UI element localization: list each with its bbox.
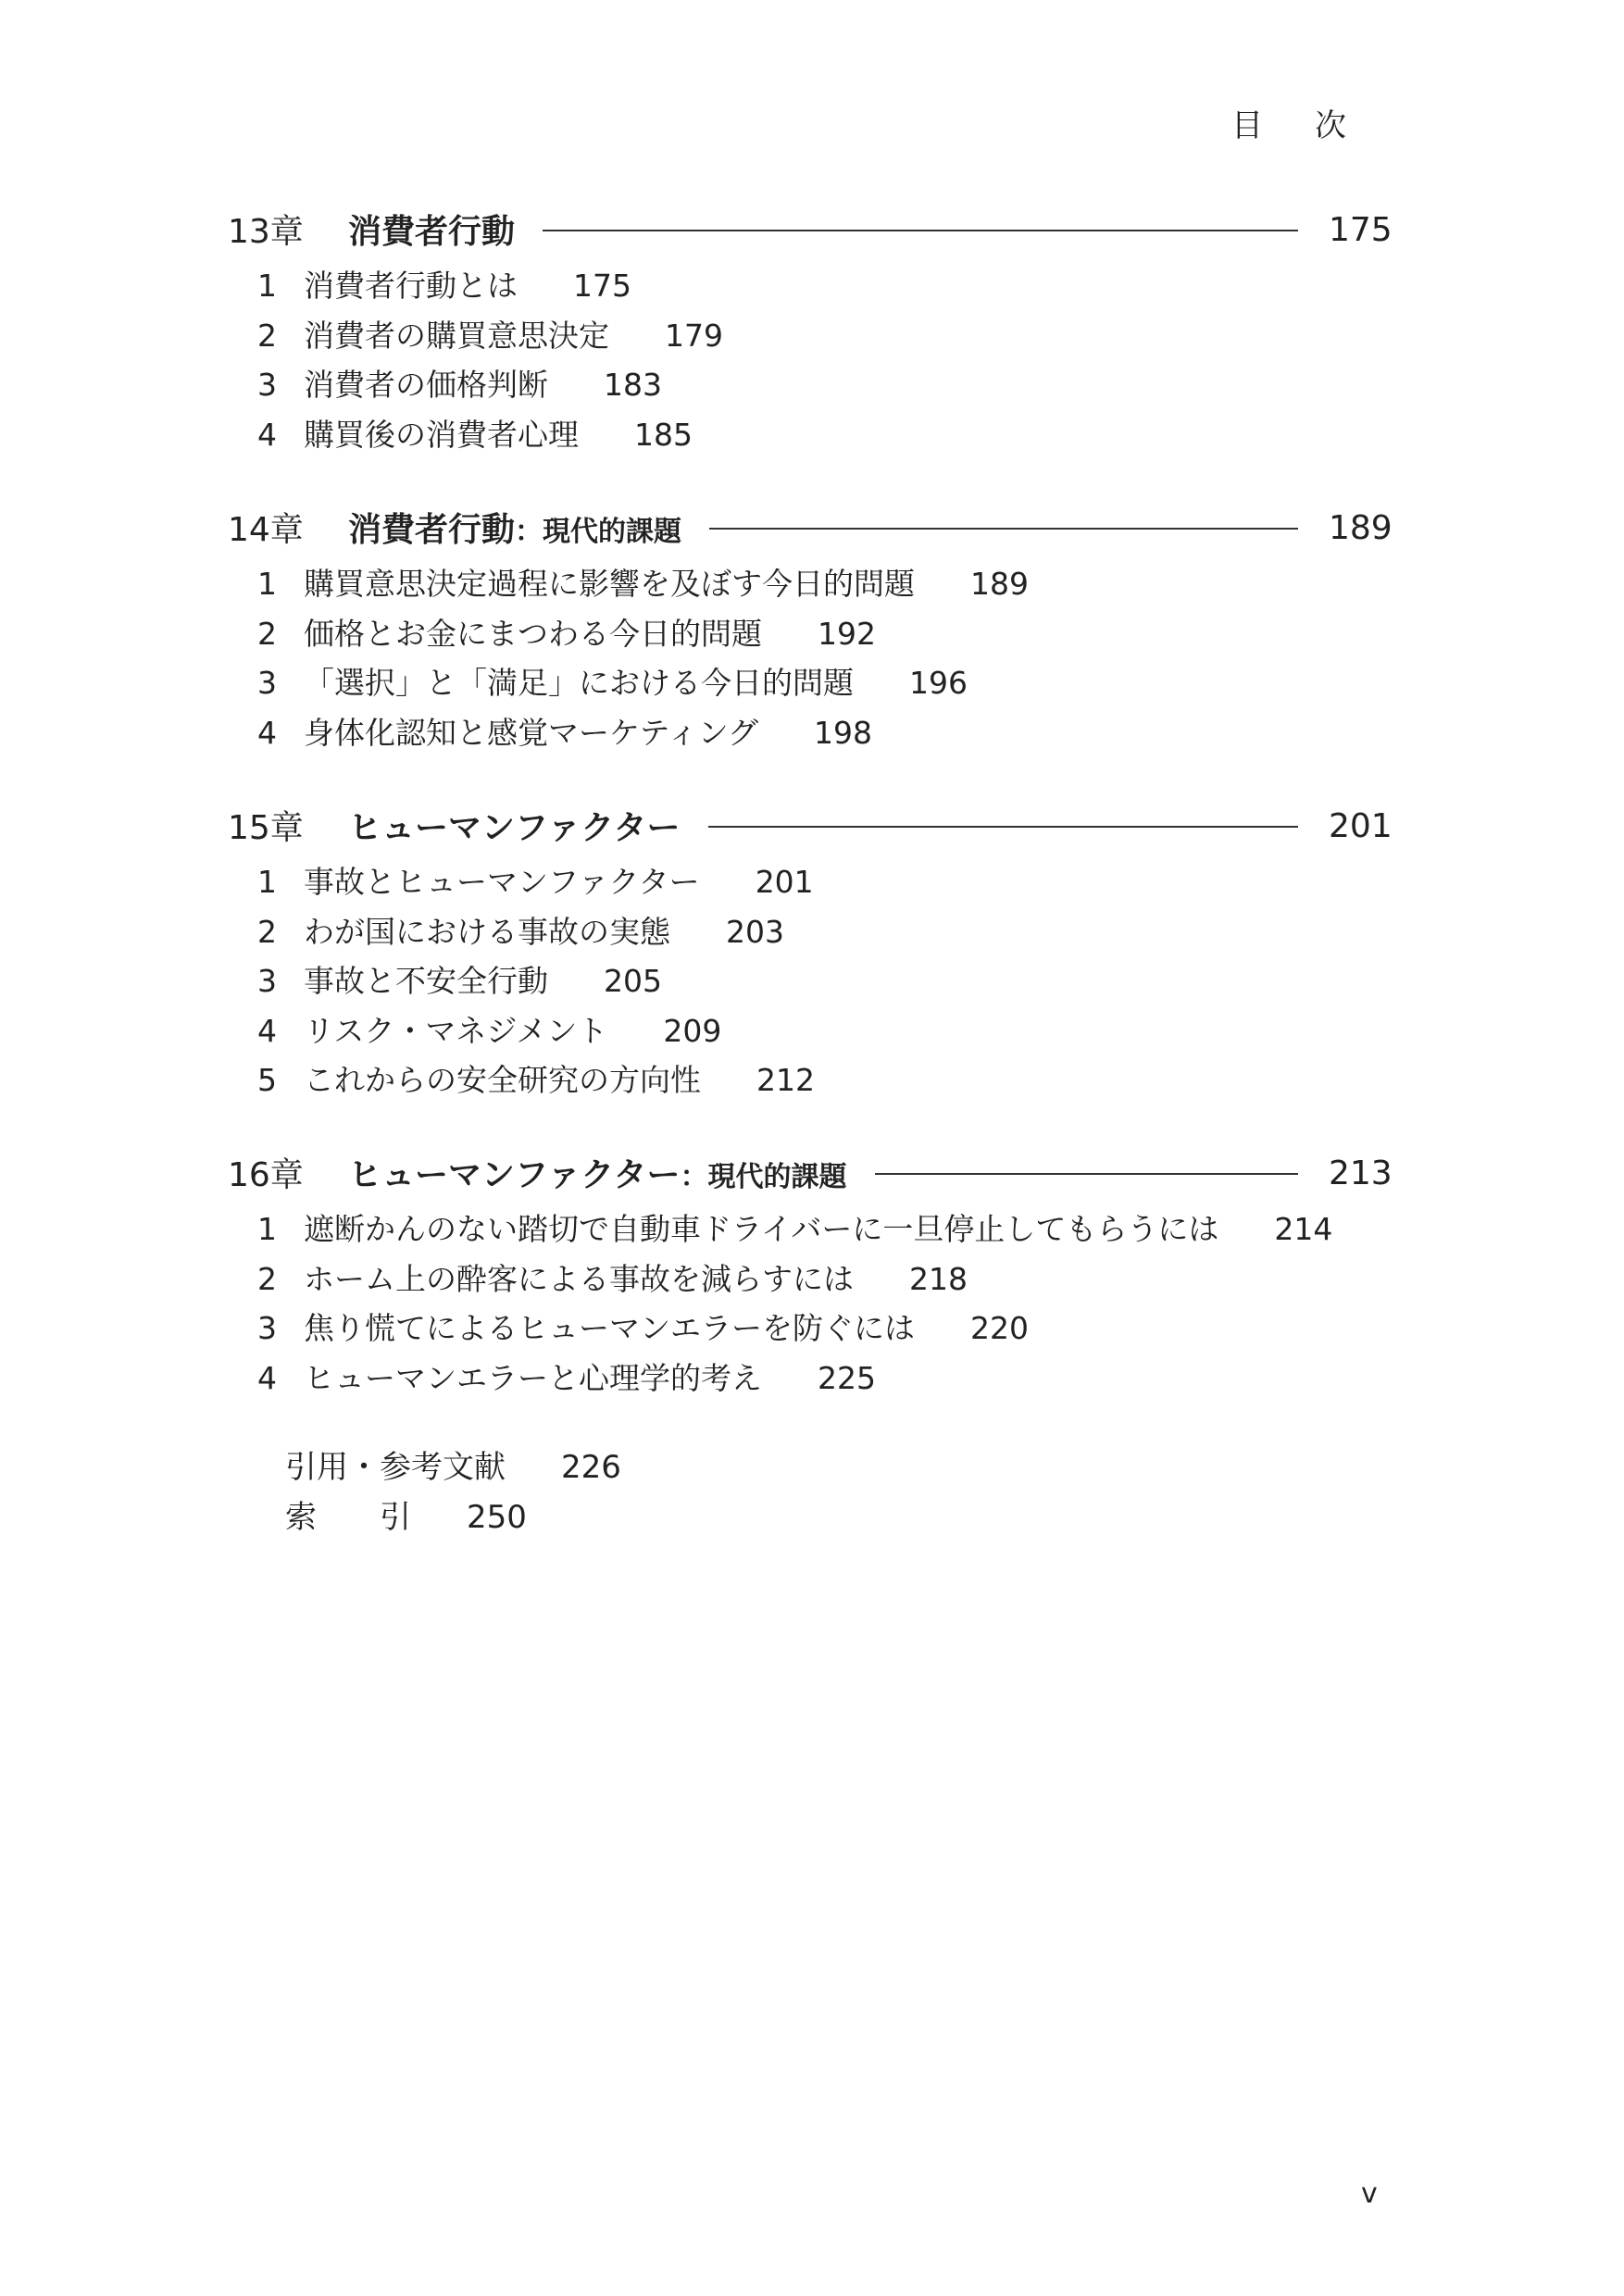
back-matter-title: 引用・参考文献 [285,1449,506,1486]
section-number: 3 [257,963,277,999]
section-title: 事故とヒューマンファクター 201 [304,864,814,900]
section-item[interactable] [0,857,1624,907]
section-page: 198 [814,714,873,751]
section-title: 事故と不安全行動 205 [304,963,662,999]
section-item[interactable] [0,907,1624,957]
section-number: 2 [257,317,277,354]
section-number: 3 [257,367,277,403]
section-number: 1 [257,864,277,900]
chapter-page: 189 [1329,509,1393,547]
chapter-number: 13章 [228,213,304,251]
section-page: 220 [970,1310,1029,1346]
section-page: 209 [663,1012,722,1049]
section-title: これからの安全研究の方向性 212 [304,1062,815,1098]
section-title: 購買後の消費者心理 185 [304,416,693,453]
chapter-title: ヒューマンファクター [348,802,690,849]
back-matter-page: 250 [467,1499,527,1536]
section-page: 214 [1274,1211,1333,1247]
chapter-heading[interactable] [0,504,1624,559]
section-item[interactable] [0,956,1624,1006]
section-title: 消費者行動とは 175 [304,268,631,304]
section-item[interactable] [0,1055,1624,1105]
section-number: 4 [257,714,277,751]
section-number: 4 [257,1012,277,1049]
section-number: 2 [257,913,277,950]
section-title: わが国における事故の実態 203 [304,913,784,950]
section-title: 価格とお金にまつわる今日的問題 192 [304,615,876,652]
chapter-number: 16章 [228,1156,304,1194]
section-title: 購買意思決定過程に影響を及ぼす今日的問題 189 [304,566,1029,602]
section-page: 203 [726,913,784,950]
back-matter [285,1442,621,1542]
section-page: 205 [604,963,662,999]
chapter-heading[interactable] [0,206,1624,261]
section-list [0,261,1624,459]
section-page: 183 [604,367,662,403]
chapter-title: 消費者行動：現代的課題 [348,504,691,551]
section-item[interactable] [0,311,1624,361]
section-page: 179 [665,317,723,354]
section-page: 185 [634,416,693,453]
chapter-16 [0,1149,1624,1403]
section-number: 4 [257,416,277,453]
chapter-title: 消費者行動 [348,206,524,253]
chapter-title: ヒューマンファクター：現代的課題 [348,1149,856,1196]
chapter-page: 175 [1329,211,1393,249]
section-title: 身体化認知と感覚マーケティング 198 [304,714,873,751]
section-title: リスク・マネジメント 209 [304,1012,722,1049]
section-item[interactable] [0,609,1624,659]
section-page: 201 [755,864,814,900]
section-number: 1 [257,268,277,304]
section-title: 焦り慌てによるヒューマンエラーを防ぐには 220 [304,1310,1029,1346]
section-list [0,1204,1624,1403]
section-number: 2 [257,1260,277,1297]
section-title: 消費者の購買意思決定 179 [304,317,723,354]
section-number: 1 [257,566,277,602]
section-page: 218 [909,1260,968,1297]
section-number: 3 [257,665,277,701]
chapter-14 [0,504,1624,757]
section-title: ヒューマンエラーと心理学的考え 225 [304,1359,876,1396]
chapter-page: 201 [1329,807,1393,845]
chapter-15 [0,802,1624,1105]
section-title: ホーム上の酔客による事故を減らすには 218 [304,1260,968,1297]
chapter-page: 213 [1329,1154,1393,1192]
section-item[interactable] [0,1006,1624,1056]
section-list [0,559,1624,757]
section-title: 「選択」と「満足」における今日的問題 196 [304,665,968,701]
section-number: 2 [257,615,277,652]
section-page: 196 [909,665,968,701]
section-number: 1 [257,1211,277,1247]
section-number: 5 [257,1062,277,1098]
page-title: 目次 [1231,107,1398,144]
section-item[interactable] [0,559,1624,609]
leader-line [543,230,1298,231]
section-number: 4 [257,1359,277,1396]
section-item[interactable] [0,360,1624,410]
chapter-heading[interactable] [0,802,1624,857]
section-item[interactable] [0,1204,1624,1254]
section-item[interactable] [0,1304,1624,1354]
page-number: v [1361,2177,1378,2210]
section-page: 192 [818,615,876,652]
section-title: 消費者の価格判断 183 [304,367,662,403]
chapter-number: 15章 [228,809,304,847]
back-matter-title: 索 引 [285,1499,411,1536]
back-matter-item[interactable] [285,1442,621,1492]
section-page: 189 [970,566,1029,602]
section-item[interactable] [0,658,1624,708]
leader-line [708,826,1298,828]
section-item[interactable] [0,1354,1624,1404]
section-page: 175 [573,268,631,304]
section-item[interactable] [0,1254,1624,1304]
section-title: 遮断かんのない踏切で自動車ドライバーに一旦停止してもらうには 214 [304,1211,1333,1247]
section-page: 225 [818,1359,876,1396]
chapter-number: 14章 [228,511,304,549]
section-page: 212 [756,1062,815,1098]
chapter-13 [0,206,1624,459]
leader-line [709,528,1298,530]
section-item[interactable] [0,410,1624,460]
section-number: 3 [257,1310,277,1346]
chapter-heading[interactable] [0,1149,1624,1204]
leader-line [875,1173,1298,1175]
section-item[interactable] [0,708,1624,758]
back-matter-item[interactable] [285,1492,621,1542]
section-list [0,857,1624,1105]
back-matter-page: 226 [561,1449,621,1486]
section-item[interactable] [0,261,1624,311]
